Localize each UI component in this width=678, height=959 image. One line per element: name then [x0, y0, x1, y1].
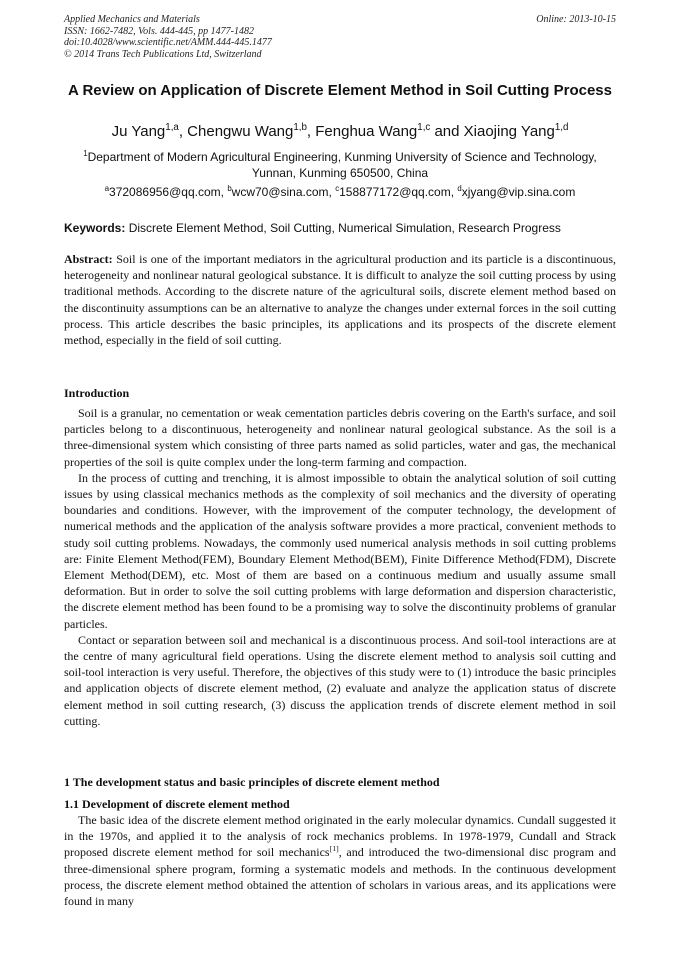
subsection-heading: 1.1 Development of discrete element method [64, 797, 290, 811]
paragraph: In the process of cutting and trenching, it is almost impossible to obtain the analytical solution of soil cutting issues by using classical mechanics methods as the complexity of soil mechanics and the diversity of operating boundaries and conditions. However, with the improvement of the computer technology, the development of numerical methods and the application of the analysis software provides a more practical, convenient methods to study soil cutting problems. Nowadays, the commonly used numerical analysis methods in soil cutting problems are: Finite Element Method(FEM), Boundary Element Method(BEM), Finite Difference Method(FDM), Discrete Element Method(DEM), etc. Most of them are based on a continuous medium and usually assume small deformation. But in order to solve the soil cutting problems with large deformation and dispersion characteristic, the discrete element method has been found to be a promising way to solve the discontinuity problems of granular particles. [64, 470, 616, 631]
paragraph: Soil is a granular, no cementation or weak cementation particles debris covering on the Earth's surface, and soil particles belong to a discontinuous, heterogeneity and nonlinear natural geological substance. As the soil is a three-dimensional system which consisting of three parts named as solid particles, water and gas, the mechanical properties of the soil is quite complex under the long-term farming and compaction. [64, 406, 616, 469]
author-affil-mark: 1,b [293, 122, 307, 133]
author-name: Ju Yang [111, 123, 166, 140]
abstract-label: Abstract: [64, 252, 113, 266]
abstract [64, 251, 616, 348]
section-body [64, 812, 616, 909]
email-address[interactable]: 372086956@qq.com [109, 185, 221, 199]
author-separator: , [306, 123, 316, 140]
copyright-line: © 2014 Trans Tech Publications Ltd, Switzerland [64, 48, 262, 60]
author-affil-mark: 1,d [554, 122, 569, 133]
section-heading: 1 The development status and basic principles of discrete element method [64, 775, 440, 789]
affiliation-line-2: Yunnan, Kunming 650500, China [251, 166, 429, 180]
author-list [64, 123, 616, 141]
paragraph [64, 812, 616, 909]
author-separator: and [430, 123, 464, 140]
email-mark: b [227, 184, 232, 193]
journal-header [64, 14, 616, 60]
affiliation [64, 149, 616, 181]
author-name: Xiaojing Yang [463, 123, 555, 140]
author-affil-mark: 1,a [165, 122, 179, 133]
email-list: $^a$372086956@qq.com, $^b$wcw70@sina.com, $^c$158877172@qq.com, $^d$xjyang@vip.sina.com [104, 184, 576, 199]
email-address[interactable]: wcw70@sina.com [231, 185, 329, 199]
citation-ref[interactable]: [1] [329, 844, 339, 854]
paragraph: Contact or separation between soil and mechanical is a discontinuous process. And soil-tool interactions are at the centre of many agricultural field operations. Using the discrete element method to analysis soil cutting and soil-tool interaction is very useful. Therefore, the objectives of this study were to (1) introduce the basic principles and application objects of discrete element method, (2) evaluate and analyze the application status of discrete element method in soil cutting research, (3) discuss the application trends of discrete element method in soil cutting. [64, 632, 616, 728]
doi-line: doi:10.4028/www.scientific.net/AMM.444-445.1477 [64, 37, 272, 48]
abstract-text: Soil is one of the important mediators in the agricultural production and its particle is a discontinuous, heterogeneity and nonlinear natural geological substance. It is difficult to analyze the soil cutting process by using traditional methods. According to the discrete nature of the agricultural soils, discrete element method based on the discontinuity assumptions can be an alternative to analyze the changes under external forces in the soil cutting process. This article describes the basic principles, its applications and its prospects of the discrete element method, especially in the field of soil cutting. [64, 252, 616, 348]
email-mark: c [335, 184, 340, 193]
email-address[interactable]: xjyang@vip.sina.com [461, 185, 576, 199]
author-separator: , [178, 123, 188, 140]
keywords-text: Discrete Element Method, Soil Cutting, Numerical Simulation, Research Progress [128, 221, 561, 235]
author-name: Fenghua Wang [315, 123, 418, 140]
paragraph-text: The basic idea of the discrete element method originated in the early molecular dynamics. Cundall suggested it in the 1970s, and applied it to the analysis of rock mechanics problems. In 1978-1979, Cundall and Strack proposed discrete element method for soil mechanics [64, 813, 616, 860]
issn-line: ISSN: 1662-7482, Vols. 444-445, pp 1477-1482 [64, 25, 254, 37]
keywords [64, 220, 616, 236]
paper-title: A Review on Application of Discrete Element Method in Soil Cutting Process [68, 82, 612, 99]
email-mark: a [104, 184, 110, 193]
journal-name: Applied Mechanics and Materials [64, 14, 200, 25]
introduction-body [64, 405, 616, 729]
author-affil-mark: 1,c [417, 122, 431, 133]
keywords-label: Keywords: [64, 221, 126, 235]
affiliation-line-1: Department of Modern Agricultural Engineering, Kunming University of Science and Technology, [87, 150, 597, 164]
author-name: Chengwu Wang [187, 123, 294, 140]
email-mark: d [457, 184, 462, 193]
online-date: Online: 2013-10-15 [536, 14, 616, 25]
paragraph-text: , and introduced the two-dimensional disc program and three-dimensional sphere program, forming a systematic models and methods. In the continuous development process, the discrete element method obtained the attention of scholars in various areas, and its applications were found in many [64, 845, 617, 909]
introduction-heading: Introduction [64, 386, 130, 400]
affiliation-mark: 1 [83, 149, 88, 158]
email-address[interactable]: 158877172@qq.com [339, 185, 451, 199]
